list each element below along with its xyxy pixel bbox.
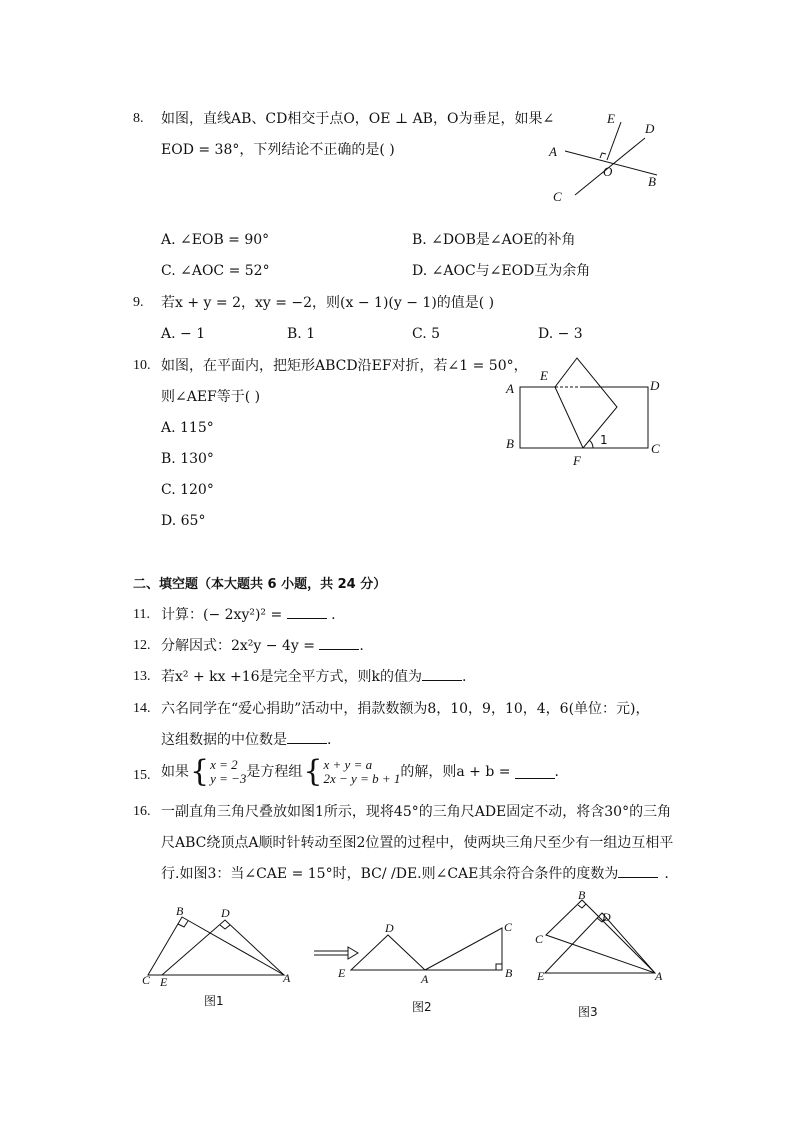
q16-figure-2 [334,915,524,1025]
q15-system-2 [324,758,401,786]
q14-answer-blank[interactable] [287,731,327,744]
label-d: D [650,378,660,393]
label-f: F [573,453,581,468]
q16-answer-blank[interactable] [618,865,658,878]
q13-text: 若x² + kx +16是完全平方式，则k的值为 [161,669,422,685]
q9-option-c: C. 5 [412,326,441,342]
q10-option-b: B. 130° [161,451,214,467]
q14-period: . [327,732,332,748]
q10-stem-line2: 则∠AEF等于( ) [161,389,261,405]
rectangle-abcd [520,387,648,448]
q15-stem [161,754,559,789]
crease-ef [555,387,583,448]
q15-number: 15. [133,768,151,783]
fig1-label-e: E [160,975,168,989]
q13-stem [161,668,466,686]
angle-1-arc [589,440,593,448]
triangle-abc [425,928,502,970]
q16-stem-line1: 一副直角三角尺叠放如图1所示，现将45°的三角尺ADE固定不动，将含30°的三角 [161,804,672,820]
q14-number: 14. [133,701,151,716]
q10-figure [500,352,670,472]
q15-sys2-bottom: 2x − y = b + 1 [323,771,401,786]
q16-figure-1 [138,900,298,1020]
folded-flap [555,358,617,448]
q11-text: 计算：(− 2xy²)² = [161,607,283,623]
label-b: B [648,174,656,189]
q11-answer-blank[interactable] [287,606,327,619]
right-angle-b [578,904,586,908]
fig1-label-b: B [176,904,184,918]
triangle-abc [148,917,284,975]
label-c: C [553,189,562,204]
fig3-caption: 图3 [578,1005,598,1019]
fig3-label-b: B [578,888,586,902]
label-o: O [603,164,613,179]
fig2-label-e: E [338,966,346,980]
label-a: A [549,144,557,159]
triangle-ade [545,913,655,973]
q9-option-b: B. 1 [287,326,316,342]
q8-figure [545,108,670,208]
label-c: C [651,441,660,456]
q15-prefix: 如果 [161,764,189,780]
q8-option-b: B. ∠DOB是∠AOE的补角 [412,232,576,248]
q12-stem [161,637,364,655]
q13-answer-blank[interactable] [422,668,462,681]
q16-stem-line2: 尺ABC绕顶点A顺时针转动至图2位置的过程中，使两块三角尺至少有一组边互相平 [161,835,674,851]
section-heading: 二、填空题（本大题共 6 小题，共 24 分） [133,577,387,592]
q15-system-1 [210,758,246,786]
q11-stem [161,606,336,624]
q8-option-d: D. ∠AOC与∠EOD互为余角 [412,263,591,279]
fig2-label-c: C [504,920,513,934]
q10-option-a: A. 115° [161,420,214,436]
triangle-ade [351,935,425,970]
q15-left-brace-2: { [303,754,323,789]
q12-answer-blank[interactable] [319,637,359,650]
q8-option-c: C. ∠AOC = 52° [161,263,270,279]
q9-stem: 若x + y = 2，xy = −2，则(x − 1)(y − 1)的值是( ) [161,295,495,311]
q10-option-c: C. 120° [161,482,214,498]
fig2-label-a: A [421,972,429,986]
q14-stem-line1: 六名同学在“爱心捐助”活动中，捐款数额为8，10，9，10，4，6(单位：元)， [161,701,650,717]
q10-option-d: D. 65° [161,513,206,529]
q8-option-a: A. ∠EOB = 90° [161,232,270,248]
label-d: D [645,121,655,136]
q16-period: . [664,866,669,882]
q15-left-brace-1: { [190,754,210,789]
triangle-ade [162,920,284,975]
q16-figure-3 [530,888,675,1023]
fig1-caption: 图1 [204,994,224,1008]
q11-period: . [331,607,336,623]
q13-number: 13. [133,669,151,684]
q15-suffix: 的解，则a + b = [400,764,511,780]
label-e: E [540,368,548,383]
q15-sys1-bottom: y = −3 [210,771,247,786]
q15-sys1-top: x = 2 [210,757,238,772]
q9-option-a: A. − 1 [161,326,206,342]
q10-stem-line1: 如图，在平面内，把矩形ABCD沿EF对折，若∠1 = 50°， [161,358,528,374]
right-angle-b [496,964,502,970]
right-angle-d [220,925,230,929]
q14-text: 这组数据的中位数是 [161,732,287,748]
q11-number: 11. [133,607,150,622]
q10-number: 10. [133,358,151,373]
fig3-label-d: D [602,910,611,924]
label-angle-1: 1 [600,433,608,447]
q13-period: . [462,669,467,685]
q8-stem-line1: 如图，直线AB、CD相交于点O，OE ⊥ AB，O为垂足，如果∠ [161,111,555,127]
q15-mid: 是方程组 [246,764,303,780]
fig3-label-c: C [535,932,544,946]
q8-number: 8. [133,111,144,126]
label-b: B [506,436,514,451]
q16-stem-line3 [161,865,669,883]
fig1-label-c: C [142,973,151,987]
q16-text: 行.如图3：当∠CAE = 15°时，BC/ /DE.则∠CAE其余符合条件的度数为 [161,866,619,882]
label-e: E [607,111,615,126]
fig2-label-d: D [385,921,394,935]
fig3-label-a: A [655,969,663,983]
q12-text: 分解因式：2x²y − 4y = [161,638,315,654]
q8-stem-line2: EOD = 38°，下列结论不正确的是( ) [161,142,395,158]
fig2-label-b: B [505,966,513,980]
fig1-label-d: D [221,906,230,920]
right-angle-mark [600,153,606,158]
q12-period: . [359,638,364,654]
fig1-label-a: A [283,971,291,985]
fig2-caption: 图2 [412,1000,432,1014]
fig3-label-e: E [537,969,545,983]
line-oe [607,122,621,160]
q16-number: 16. [133,804,151,819]
q9-number: 9. [133,295,144,310]
q15-sys2-top: x + y = a [323,757,373,772]
q12-number: 12. [133,638,151,653]
triangle-abc [546,900,655,973]
label-a: A [506,381,514,396]
q15-period: . [554,764,559,780]
q14-stem-line2 [161,731,331,749]
q15-answer-blank[interactable] [515,766,555,779]
q9-option-d: D. − 3 [538,326,583,342]
